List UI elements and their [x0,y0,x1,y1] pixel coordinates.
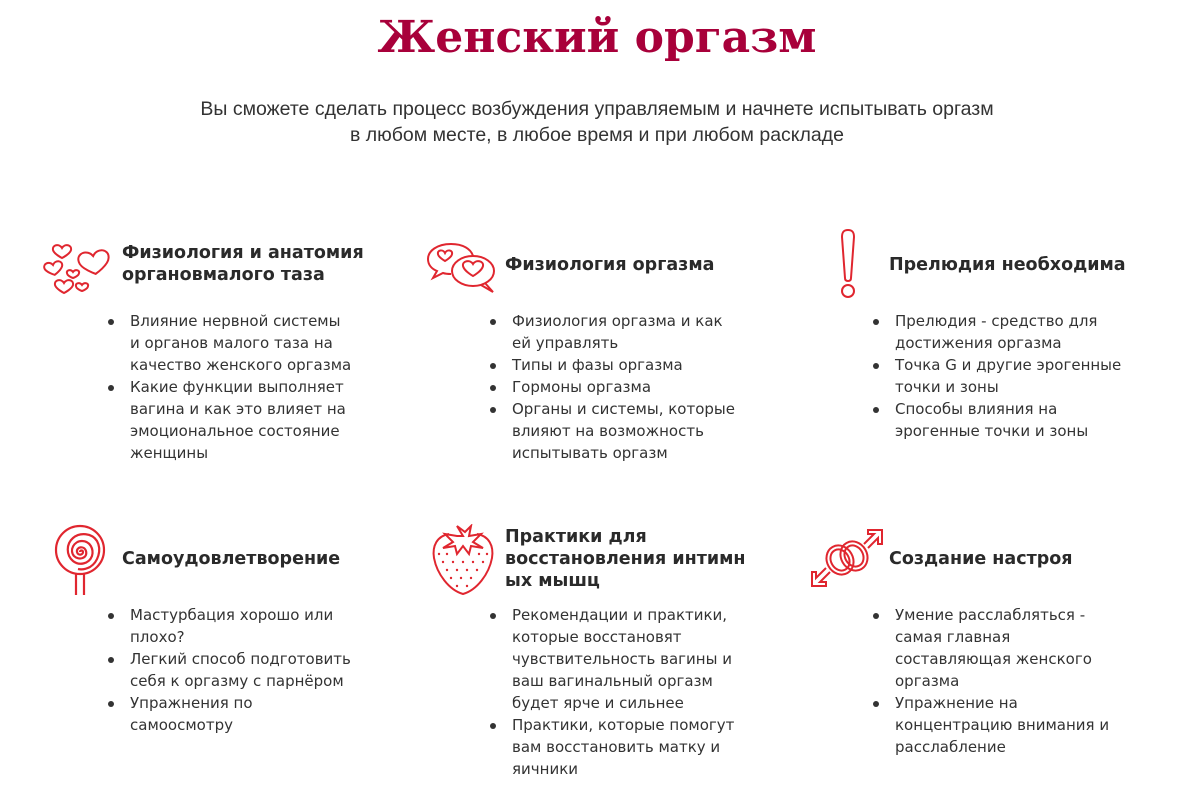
list-item: Точка G и другие эрогенные точки и зоны [895,354,1121,398]
male-symbols-icon [810,528,886,588]
card-title: Создание настроя [889,549,1073,569]
bullet-icon [873,363,879,369]
card-bullet-list [130,310,351,464]
list-item: Рекомендации и практики, которые восстановят чувствительность вагины и ваш вагинальный оргазм будет ярче и сильнее [512,604,734,714]
list-item: Влияние нервной системы и органов малого таза на качество женского оргазма [130,310,351,376]
subtitle-line: Вы сможете сделать процесс возбуждения управляемым и начнете испытывать оргазм [200,98,994,120]
bullet-icon [873,319,879,325]
bullet-icon [108,385,114,391]
list-item: Упражнения по самоосмотру [130,692,351,736]
card-title: Физиология и анатомия органовмалого таза [122,243,364,285]
list-item: Легкий способ подготовить себя к оргазму с парнёром [130,648,351,692]
page-title: Женский оргазм [377,12,817,63]
bullet-icon [490,363,496,369]
list-item: Органы и системы, которые влияют на возможность испытывать оргазм [512,398,735,464]
exclamation-icon [836,228,860,300]
bullet-icon [490,723,496,729]
subtitle-line: в любом месте, в любое время и при любом раскладе [349,124,844,146]
bullet-icon [108,657,114,663]
card-title: Практики для восстановления интимн ых мышц [505,527,746,591]
list-item: Умение расслабляться - самая главная составляющая женского оргазма [895,604,1109,692]
bullet-icon [873,701,879,707]
list-item: Мастурбация хорошо или плохо? [130,604,351,648]
list-item: Практики, которые помогут вам восстановить матку и яичники [512,714,734,780]
hearts-icon [42,234,118,296]
bullet-icon [873,613,879,619]
bullet-icon [490,407,496,413]
bullet-icon [108,701,114,707]
chat-hearts-icon [425,240,501,296]
strawberry-icon [431,524,495,596]
card-bullet-list [895,604,1109,758]
card-title: Прелюдия необходима [889,255,1126,275]
card-bullet-list [512,604,734,780]
list-item: Способы влияния на эрогенные точки и зоны [895,398,1121,442]
list-item: Гормоны оргазма [512,376,735,398]
list-item: Физиология оргазма и как ей управлять [512,310,735,354]
list-item: Какие функции выполняет вагина и как это влияет на эмоциональное состояние женщины [130,376,351,464]
bullet-icon [490,613,496,619]
card-bullet-list [512,310,735,464]
list-item: Упражнение на концентрацию внимания и расслабление [895,692,1109,758]
card-title: Самоудовлетворение [122,549,341,569]
card-title: Физиология оргазма [505,255,715,275]
card-bullet-list [130,604,351,736]
page-subtitle [0,96,1194,148]
bullet-icon [108,613,114,619]
list-item: Прелюдия - средство для достижения оргазма [895,310,1121,354]
card-bullet-list [895,310,1121,442]
list-item: Типы и фазы оргазма [512,354,735,376]
bullet-icon [490,385,496,391]
lollipop-icon [52,524,108,596]
bullet-icon [490,319,496,325]
bullet-icon [108,319,114,325]
bullet-icon [873,407,879,413]
